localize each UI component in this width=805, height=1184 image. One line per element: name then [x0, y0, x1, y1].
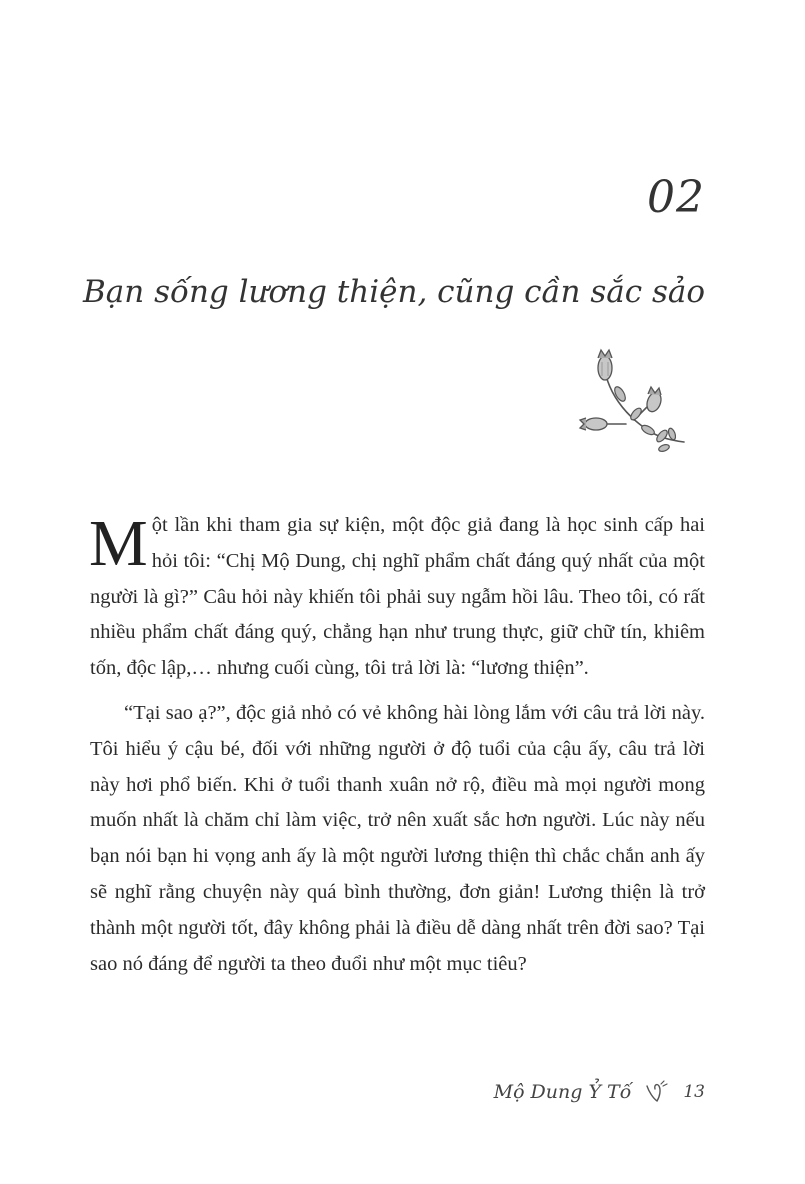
drop-cap: M — [89, 507, 148, 580]
paragraph-2: “Tại sao ạ?”, độc giả nhỏ có vẻ không hài lòng lắm với câu trả lời này. Tôi hiểu ý cậu bé, đối với những người ở độ tuổi của cậu ấy, câu trả lời này hơi phổ biến. Khi ở tuổi thanh xuân nở rộ, điều mà mọi người mong muốn nhất là chăm chỉ làm việc, trở nên xuất sắc hơn người. Lúc này nếu bạn nói bạn hi vọng anh ấy là một người lương thiện thì chắc chắn anh ấy sẽ nghĩ rằng chuyện này quá bình thường, đơn giản! Lương thiện là trở thành một người tốt, đây không phải là điều dễ dàng nhất trên đời sao? Tại sao nó đáng để người ta theo đuổi như một mục tiêu? — [90, 701, 705, 975]
chapter-number: 02 — [647, 172, 705, 223]
page-number: 13 — [683, 1082, 705, 1102]
paragraph-1-text: ột lần khi tham gia sự kiện, một độc giả đang là học sinh cấp hai hỏi tôi: “Chị Mộ Dung, chị nghĩ phẩm chất đáng quý nhất của một người là gì?” Câu hỏi này khiến tôi phải suy ngẫm hồi lâu. Theo tôi, có rất nhiều phẩm chất đáng quý, chẳng hạn như trung thực, giữ chữ tín, khiêm tốn, độc lập,… nhưng cuối cùng, tôi trả lời là: “lương thiện”. — [90, 514, 705, 680]
footer-author: Mộ Dung Ỷ Tố — [493, 1081, 632, 1103]
page-footer — [494, 1080, 705, 1104]
heart-logo-icon — [643, 1080, 671, 1104]
body-text — [90, 508, 705, 982]
chapter-title: Bạn sống lương thiện, cũng cần sắc sảo — [82, 274, 705, 310]
flower-sprig-icon — [574, 344, 692, 456]
paragraph-1 — [90, 508, 705, 687]
